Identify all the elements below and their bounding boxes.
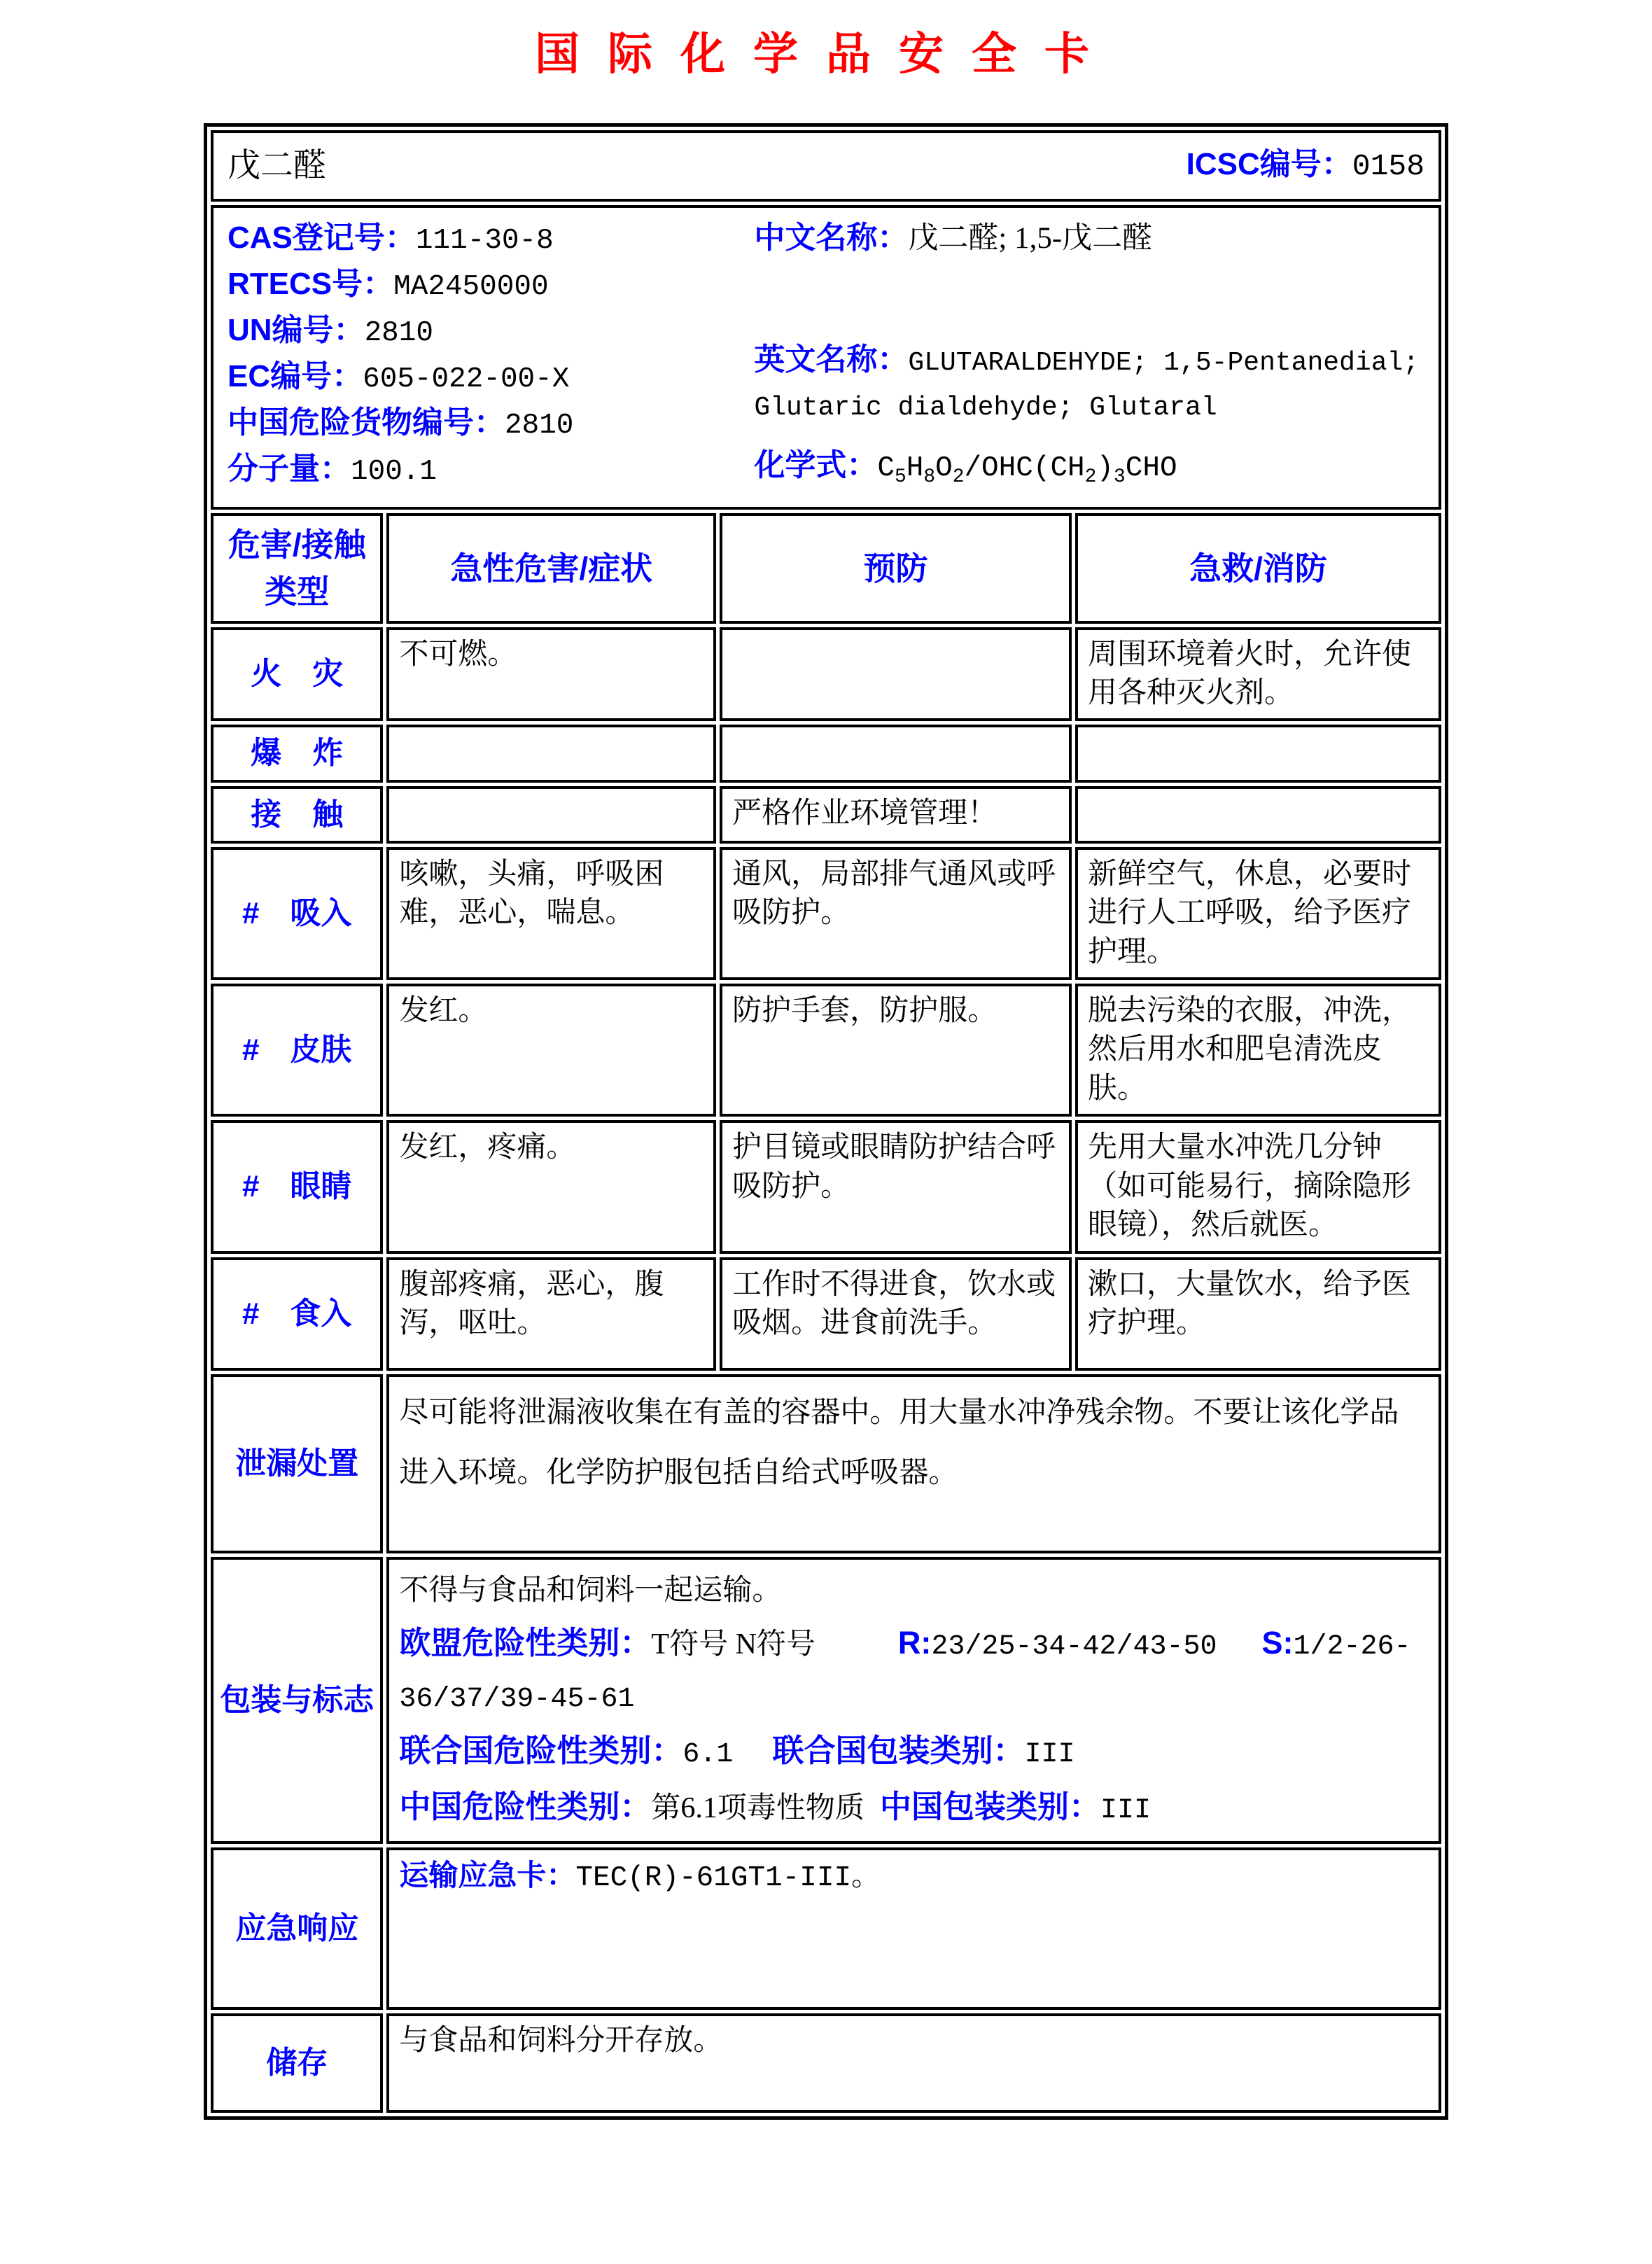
chinese-name-line: 中文名称：戊二醛; 1,5-戊二醛 [754, 221, 1153, 256]
cell-contact-prevention: 严格作业环境管理！ [720, 786, 1072, 844]
packaging-cn-class: 中国危险性类别：第6.1项毒性物质 中国包装类别：III [399, 1789, 1151, 1827]
row-packaging-labelling [211, 1557, 1441, 1844]
section-label-storage: 储存 [211, 2013, 383, 2113]
chemical-formula: $C_5H_8O_2/OHC(CH_2)_3CHO$ [877, 452, 1177, 489]
section-label-emergency: 应急响应 [211, 1847, 383, 2010]
hazard-type-inhalation: # 吸入 [211, 847, 383, 980]
safety-card-table [204, 123, 1448, 2120]
icsc-value: 0158 [1352, 149, 1424, 183]
col-header-hazard-type: 危害/接触类型 [211, 513, 383, 623]
cell-emergency-text [386, 1847, 1441, 2010]
hazard-type-contact: 接 触 [211, 786, 383, 844]
row-chemical-name [211, 130, 1441, 202]
identifier-list [227, 216, 754, 498]
row-ingestion [211, 1257, 1441, 1371]
row-spill-disposal [211, 1374, 1441, 1553]
cell-eyes-prevention: 护目镜或眼睛防护结合呼吸防护。 [720, 1120, 1072, 1253]
row-inhalation [211, 847, 1441, 980]
row-explosion [211, 725, 1441, 782]
cell-contact-symptoms [386, 786, 716, 844]
identifier-rtecs: RTECS号：MA2450000 [227, 267, 549, 304]
cell-fire-prevention [720, 627, 1072, 722]
hazard-type-fire: 火 灾 [211, 627, 383, 722]
row-skin [211, 984, 1441, 1117]
english-name-line: 英文名称：GLUTARALDEHYDE; 1,5-Pentanedial; Glutaric dialdehyde; Glutaral [754, 342, 1420, 424]
packaging-eu-class: 欧盟危险性类别：T符号 N符号 R:23/25-34-42/43-50 S:1/2-26-36/37/39-45-61 [399, 1624, 1411, 1715]
packaging-transport-note: 不得与食品和饲料一起运输。 [399, 1574, 782, 1607]
row-fire [211, 627, 1441, 722]
cell-ingestion-prevention: 工作时不得进食，饮水或吸烟。进食前洗手。 [720, 1257, 1072, 1371]
col-header-symptoms: 急性危害/症状 [386, 513, 716, 623]
section-label-packaging: 包装与标志 [211, 1557, 383, 1844]
col-header-prevention: 预防 [720, 513, 1072, 623]
cell-skin-symptoms: 发红。 [386, 984, 716, 1117]
cell-skin-firstaid: 脱去污染的衣服，冲洗，然后用水和肥皂清洗皮肤。 [1075, 984, 1441, 1117]
hazard-type-skin: # 皮肤 [211, 984, 383, 1117]
cell-explosion-firstaid [1075, 725, 1441, 782]
packaging-un-class: 联合国危险性类别：6.1 联合国包装类别：III [399, 1733, 1075, 1771]
row-hazard-header [211, 513, 1441, 623]
transport-card-value: TEC(R)-61GT1-III。 [575, 1861, 881, 1894]
icsc-document [0, 18, 1652, 2264]
cell-spill-text: 尽可能将泄漏液收集在有盖的容器中。用大量水冲净残余物。不要让该化学品进入环境。化学防护服包括自给式呼吸器。 [386, 1374, 1441, 1553]
row-emergency-response [211, 1847, 1441, 2010]
chemical-name: 戊二醛 [227, 148, 326, 184]
hazard-type-eyes: # 眼睛 [211, 1120, 383, 1253]
cell-eyes-firstaid: 先用大量水冲洗几分钟（如可能易行，摘除隐形眼镜），然后就医。 [1075, 1120, 1441, 1253]
cell-skin-prevention: 防护手套，防护服。 [720, 984, 1072, 1117]
formula-line: 化学式：$C_5H_8O_2/OHC(CH_2)_3CHO$ [754, 448, 1177, 489]
col-header-firstaid: 急救/消防 [1075, 513, 1441, 623]
transport-card-label: 运输应急卡： [399, 1858, 576, 1892]
hazard-type-ingestion: # 食入 [211, 1257, 383, 1371]
page-title: 国际化学品安全卡 [535, 29, 1117, 79]
cell-fire-firstaid: 周围环境着火时，允许使用各种灭火剂。 [1075, 627, 1441, 722]
identifier-ec: EC编号：605-022-00-X [227, 359, 570, 396]
cell-chemical-name [211, 130, 1441, 202]
icsc-label: ICSC编号： [1186, 147, 1352, 181]
cell-storage-text: 与食品和饲料分开存放。 [386, 2013, 1441, 2113]
cell-ingestion-symptoms: 腹部疼痛，恶心，腹泻，呕吐。 [386, 1257, 716, 1371]
row-contact [211, 786, 1441, 844]
hazard-type-explosion: 爆 炸 [211, 725, 383, 782]
icsc-number [1186, 144, 1424, 187]
identifier-cas: CAS登记号：111-30-8 [227, 221, 554, 258]
cell-fire-symptoms: 不可燃。 [386, 627, 716, 722]
identifier-un: UN编号：2810 [227, 313, 433, 350]
cell-explosion-prevention [720, 725, 1072, 782]
cell-eyes-symptoms: 发红，疼痛。 [386, 1120, 716, 1253]
identifier-mol-weight: 分子量：100.1 [227, 452, 438, 489]
cell-contact-firstaid [1075, 786, 1441, 844]
cell-ingestion-firstaid: 漱口，大量饮水，给予医疗护理。 [1075, 1257, 1441, 1371]
cell-identifiers [211, 205, 1441, 510]
name-list [754, 216, 1424, 498]
cell-inhalation-symptoms: 咳嗽，头痛，呼吸困难，恶心，喘息。 [386, 847, 716, 980]
row-identifiers [211, 205, 1441, 510]
cell-inhalation-firstaid: 新鲜空气，休息，必要时进行人工呼吸，给予医疗护理。 [1075, 847, 1441, 980]
identifier-china-dg: 中国危险货物编号：2810 [227, 405, 574, 442]
row-storage [211, 2013, 1441, 2113]
cell-packaging-text [386, 1557, 1441, 1844]
cell-inhalation-prevention: 通风，局部排气通风或呼吸防护。 [720, 847, 1072, 980]
section-label-spill: 泄漏处置 [211, 1374, 383, 1553]
row-eyes [211, 1120, 1441, 1253]
cell-explosion-symptoms [386, 725, 716, 782]
